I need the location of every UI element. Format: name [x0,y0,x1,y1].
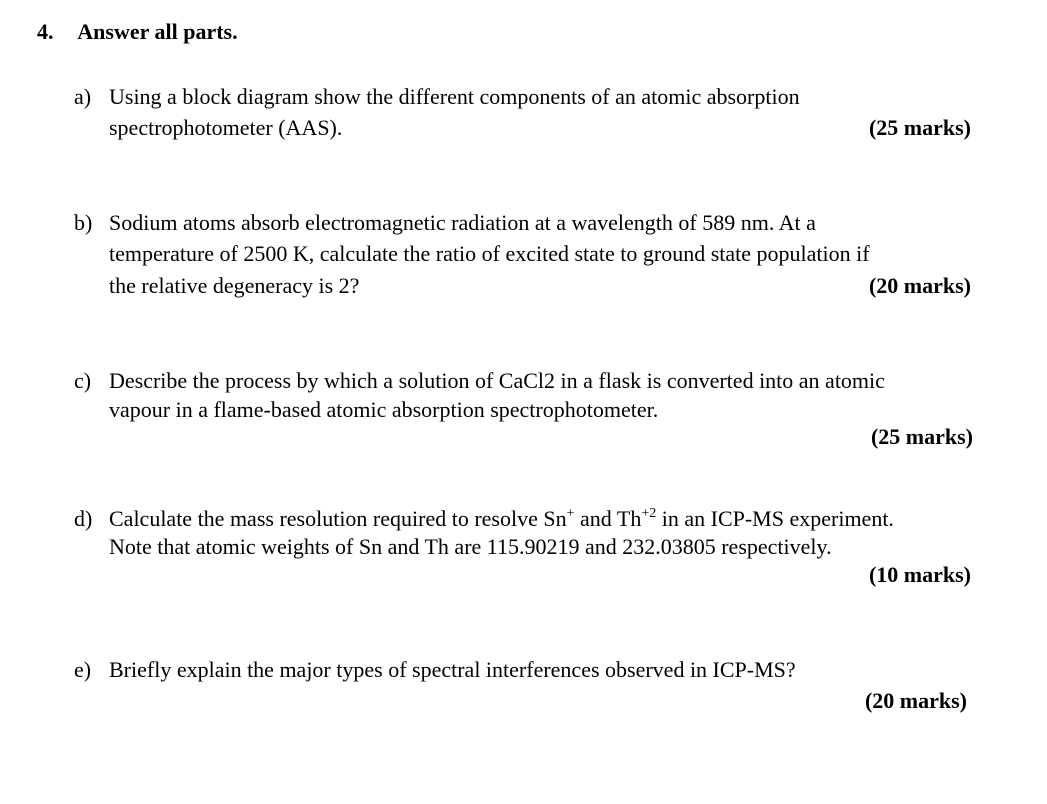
part-c-marks: (25 marks) [870,424,973,449]
part-a-text-line1: Using a block diagram show the different components of an atomic absorption [109,84,800,109]
part-b-text-line3: the relative degeneracy is 2? [109,273,360,298]
part-d-text-line1 [109,508,894,530]
part-a-marks: (25 marks) [868,115,971,140]
part-b-text-line1: Sodium atoms absorb electromagnetic radiation at a wavelength of 589 nm. At a [109,210,816,235]
part-a-text-line2: spectrophotometer (AAS). [109,115,343,140]
part-b-text-line2: temperature of 2500 K, calculate the ratio of excited state to ground state population if [109,241,870,266]
part-d-label: d) [74,506,93,531]
part-d-marks: (10 marks) [868,562,971,587]
part-c-text-line1 [109,370,885,392]
part-c-label: c) [74,368,92,393]
part-b-marks: (20 marks) [868,273,971,298]
question-heading [37,21,238,43]
part-b-label: b) [74,210,93,235]
sn-charge-superscript: + [566,506,575,521]
question-number: 4. [37,19,54,44]
part-d-text-line2: Note that atomic weights of Sn and Th are 115.90219 and 232.03805 respectively. [109,534,832,559]
part-c-text-line1-start: Describe the process by which a solution of CaCl [109,368,545,393]
part-e-label: e) [74,657,92,682]
part-e-text-line1: Briefly explain the major types of spectral interferences observed in ICP-MS? [109,657,796,682]
cacl2-subscript: 2 [544,368,556,393]
part-c-text-line2: vapour in a flame-based atomic absorption spectrophotometer. [109,397,659,422]
th-charge-superscript: +2 [641,506,657,521]
part-c-text-line1-end: in a flask is converted into an atomic [555,368,885,393]
part-d-text-line1-a: Calculate the mass resolution required to resolve Sn [109,506,567,531]
part-a-label: a) [74,84,92,109]
part-d-text-line1-c: in an ICP-MS experiment. [656,506,894,531]
question-title: Answer all parts. [77,19,238,44]
part-e-marks: (20 marks) [864,688,967,713]
part-d-text-line1-b: and Th [574,506,642,531]
